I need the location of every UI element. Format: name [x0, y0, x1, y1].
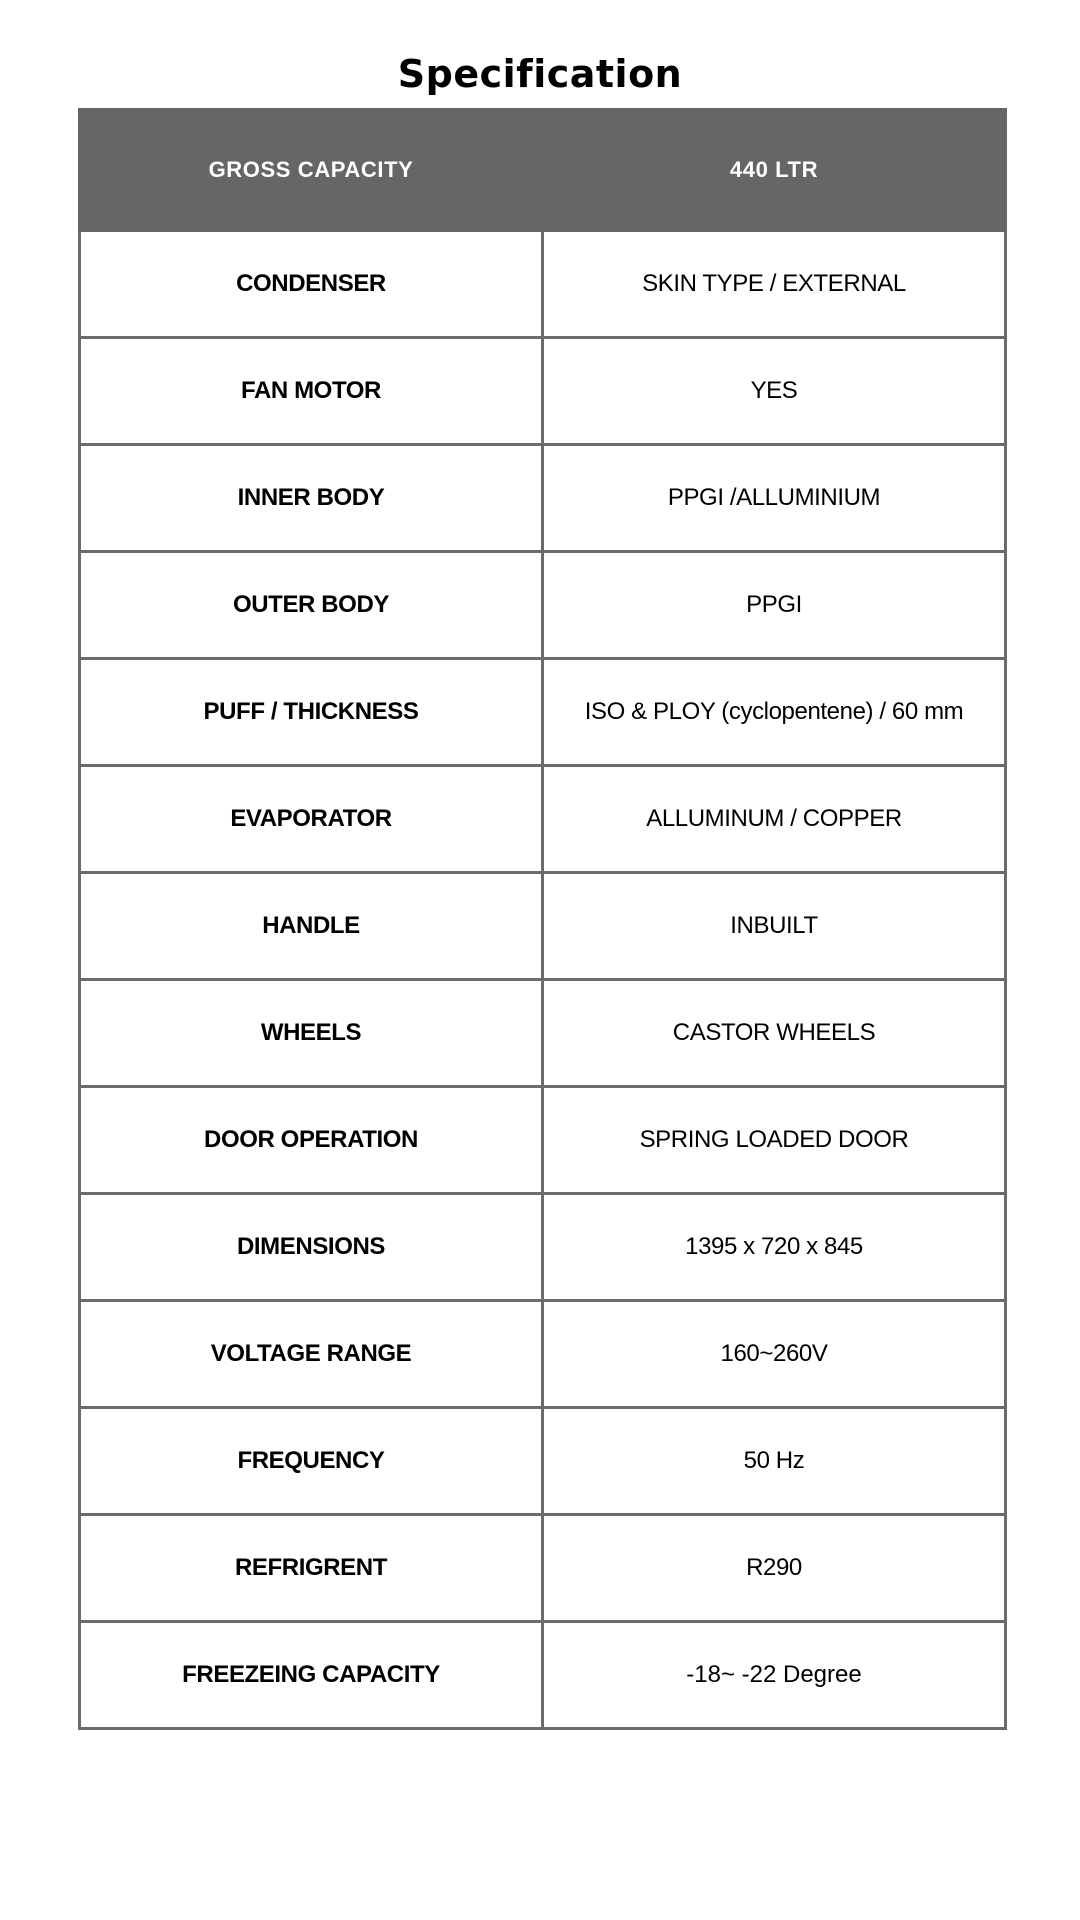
- spec-value-cell: -18~ -22 Degree: [543, 1622, 1006, 1729]
- spec-label-cell: CONDENSER: [80, 231, 543, 338]
- table-row: [80, 1622, 1006, 1729]
- spec-label-cell: INNER BODY: [80, 445, 543, 552]
- page-title: Specification: [397, 52, 683, 96]
- table-row: [80, 1515, 1006, 1622]
- table-row: [80, 552, 1006, 659]
- table-row: [80, 1194, 1006, 1301]
- spec-value-cell: SPRING LOADED DOOR: [543, 1087, 1006, 1194]
- spec-label-cell: OUTER BODY: [80, 552, 543, 659]
- spec-value-cell: 160~260V: [543, 1301, 1006, 1408]
- spec-value-cell: ISO & PLOY (cyclopentene) / 60 mm: [543, 659, 1006, 766]
- spec-value-cell: SKIN TYPE / EXTERNAL: [543, 231, 1006, 338]
- spec-value-cell: R290: [543, 1515, 1006, 1622]
- spec-label-cell: DOOR OPERATION: [80, 1087, 543, 1194]
- spec-value-cell: 50 Hz: [543, 1408, 1006, 1515]
- table-row: [80, 1408, 1006, 1515]
- spec-label-cell: EVAPORATOR: [80, 766, 543, 873]
- spec-label-cell: REFRIGRENT: [80, 1515, 543, 1622]
- table-row: [80, 231, 1006, 338]
- spec-label-cell: VOLTAGE RANGE: [80, 1301, 543, 1408]
- table-row: [80, 980, 1006, 1087]
- spec-label-cell: HANDLE: [80, 873, 543, 980]
- spec-label-cell: FREEZEING CAPACITY: [80, 1622, 543, 1729]
- header-value-cell: 440 LTR: [543, 110, 1006, 231]
- specification-table: [78, 108, 1007, 1730]
- header-label-cell: GROSS CAPACITY: [80, 110, 543, 231]
- table-row: [80, 659, 1006, 766]
- table-row: [80, 873, 1006, 980]
- table-row: [80, 766, 1006, 873]
- spec-value-cell: PPGI /ALLUMINIUM: [543, 445, 1006, 552]
- spec-label-cell: FAN MOTOR: [80, 338, 543, 445]
- spec-label-cell: WHEELS: [80, 980, 543, 1087]
- spec-value-cell: PPGI: [543, 552, 1006, 659]
- spec-value-cell: ALLUMINUM / COPPER: [543, 766, 1006, 873]
- spec-value-cell: INBUILT: [543, 873, 1006, 980]
- spec-value-cell: YES: [543, 338, 1006, 445]
- spec-label-cell: DIMENSIONS: [80, 1194, 543, 1301]
- table-header-row: [80, 110, 1006, 231]
- spec-label-cell: PUFF / THICKNESS: [80, 659, 543, 766]
- table-row: [80, 1087, 1006, 1194]
- spec-label-cell: FREQUENCY: [80, 1408, 543, 1515]
- spec-value-cell: CASTOR WHEELS: [543, 980, 1006, 1087]
- table-row: [80, 1301, 1006, 1408]
- table-row: [80, 445, 1006, 552]
- table-row: [80, 338, 1006, 445]
- spec-value-cell: 1395 x 720 x 845: [543, 1194, 1006, 1301]
